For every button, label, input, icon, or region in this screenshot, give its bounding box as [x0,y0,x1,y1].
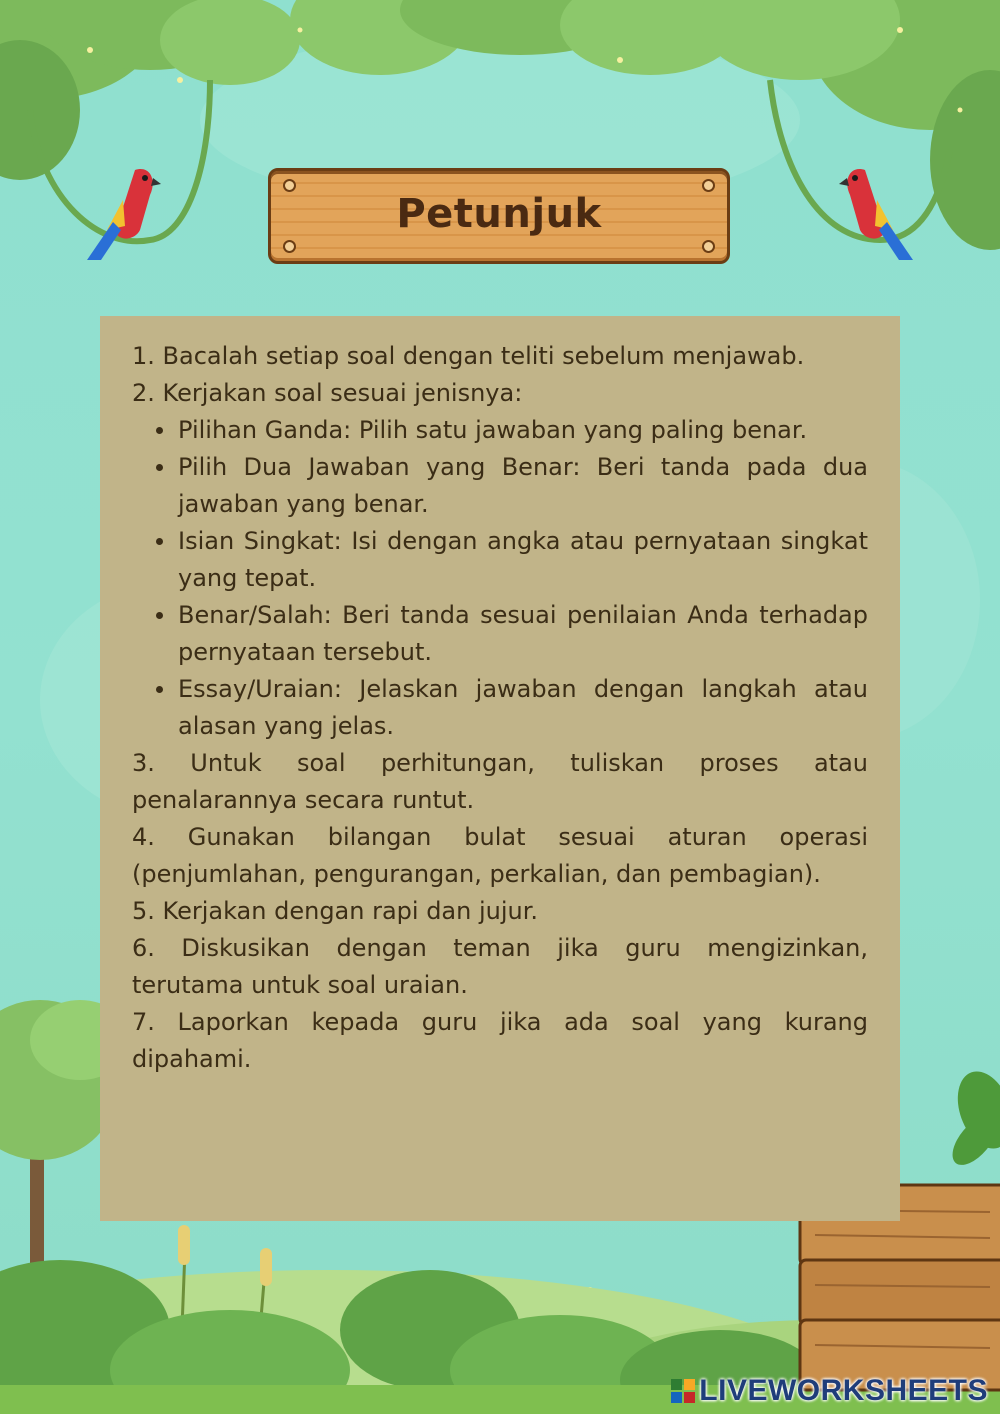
instruction-item-3: 3. Untuk soal perhitungan, tuliskan proses atau penalarannya secara runtut. [132,749,868,814]
instruction-item-1: 1. Bacalah setiap soal dengan teliti sebelum menjawab. [132,342,805,370]
plant-right [944,1064,1000,1173]
liveworksheets-logo-icon [671,1379,695,1403]
instruction-item-6: 6. Diskusikan dengan teman jika guru mengizinkan, terutama untuk soal uraian. [132,934,868,999]
nail-icon [283,240,296,253]
instruction-item-4: 4. Gunakan bilangan bulat sesuai aturan operasi (penjumlahan, pengurangan, perkalian, dan pembagian). [132,823,868,888]
list-item: Essay/Uraian: Jelaskan jawaban dengan langkah atau alasan yang jelas. [178,671,868,745]
page-title: Petunjuk [396,191,602,237]
parrot-icon [87,169,161,260]
title-sign [268,168,730,264]
list-item: Isian Singkat: Isi dengan angka atau pernyataan singkat yang tepat. [178,523,868,597]
liveworksheets-watermark[interactable] [671,1374,988,1408]
instructions-panel [100,316,900,1221]
list-item: Benar/Salah: Beri tanda sesuai penilaian Anda terhadap pernyataan tersebut. [178,597,868,671]
list-item: Pilihan Ganda: Pilih satu jawaban yang paling benar. [178,412,868,449]
parrot-icon [839,169,913,260]
instruction-item-7: 7. Laporkan kepada guru jika ada soal yang kurang dipahami. [132,1008,868,1073]
list-item: Pilih Dua Jawaban yang Benar: Beri tanda pada dua jawaban yang benar. [178,449,868,523]
watermark-text: LIVEWORKSHEETS [699,1374,988,1407]
instructions-list [132,338,868,1078]
instruction-item-5: 5. Kerjakan dengan rapi dan jujur. [132,897,539,925]
instruction-item-2: 2. Kerjakan soal sesuai jenisnya: [132,379,523,407]
question-type-list [132,412,868,745]
nail-icon [702,240,715,253]
